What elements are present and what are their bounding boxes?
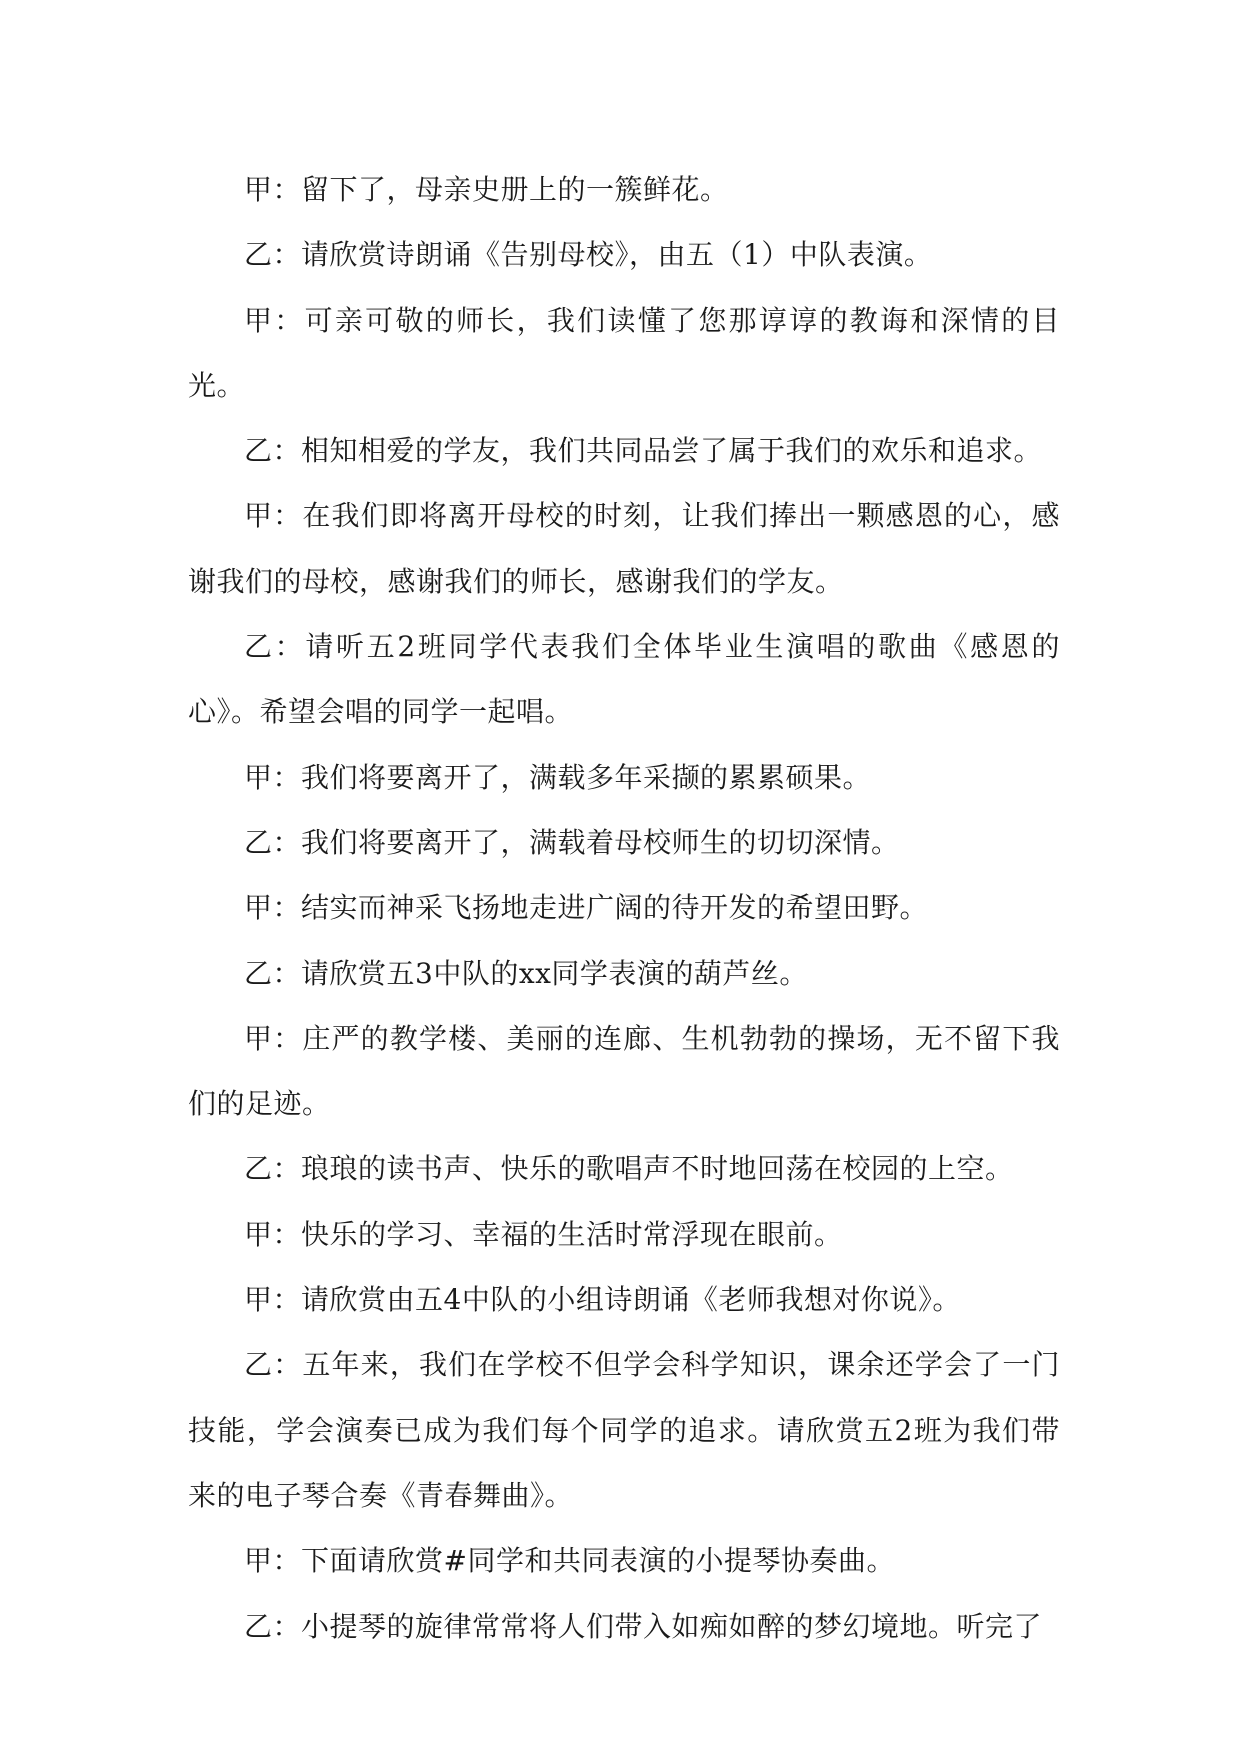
paragraph: 乙：五年来，我们在学校不但学会科学知识，课余还学会了一门技能，学会演奏已成为我们每个同学的追求。请欣赏五2班为我们带来的电子琴合奏《青春舞曲》。 — [188, 1348, 1060, 1512]
paragraph: 乙：小提琴的旋律常常将人们带入如痴如醉的梦幻境地。听完了 — [244, 1609, 1043, 1643]
paragraph: 乙：请欣赏诗朗诵《告别母校》，由五（1）中队表演。 — [244, 238, 933, 272]
paragraph: 甲：快乐的学习、幸福的生活时常浮现在眼前。 — [244, 1217, 843, 1251]
paragraph: 乙：我们将要离开了，满载着母校师生的切切深情。 — [244, 825, 900, 859]
paragraph: 甲：庄严的教学楼、美丽的连廊、生机勃勃的操场，无不留下我们的足迹。 — [188, 1021, 1060, 1121]
paragraph: 甲：下面请欣赏#同学和共同表演的小提琴协奏曲。 — [244, 1544, 895, 1578]
paragraph: 乙：请听五2班同学代表我们全体毕业生演唱的歌曲《感恩的心》。希望会唱的同学一起唱。 — [188, 630, 1060, 729]
paragraph: 甲：可亲可敬的师长，我们读懂了您那谆谆的教诲和深情的目光。 — [188, 303, 1060, 402]
paragraph: 甲：留下了，母亲史册上的一簇鲜花。 — [244, 173, 729, 206]
paragraph: 甲：请欣赏由五4中队的小组诗朗诵《老师我想对你说》。 — [244, 1283, 961, 1317]
paragraph: 乙：琅琅的读书声、快乐的歌唱声不时地回荡在校园的上空。 — [244, 1152, 1014, 1186]
paragraph: 甲：结实而神采飞扬地走进广阔的待开发的希望田野。 — [244, 891, 929, 925]
paragraph: 乙：相知相爱的学友，我们共同品尝了属于我们的欢乐和追求。 — [244, 434, 1043, 468]
paragraph: 乙：请欣赏五3中队的xx同学表演的葫芦丝。 — [244, 956, 808, 990]
paragraph: 甲：在我们即将离开母校的时刻，让我们捧出一颗感恩的心，感谢我们的母校，感谢我们的师长，感谢我们的学友。 — [188, 499, 1060, 598]
document-body — [188, 157, 1060, 1659]
paragraph: 甲：我们将要离开了，满载多年采撷的累累硕果。 — [244, 760, 872, 794]
